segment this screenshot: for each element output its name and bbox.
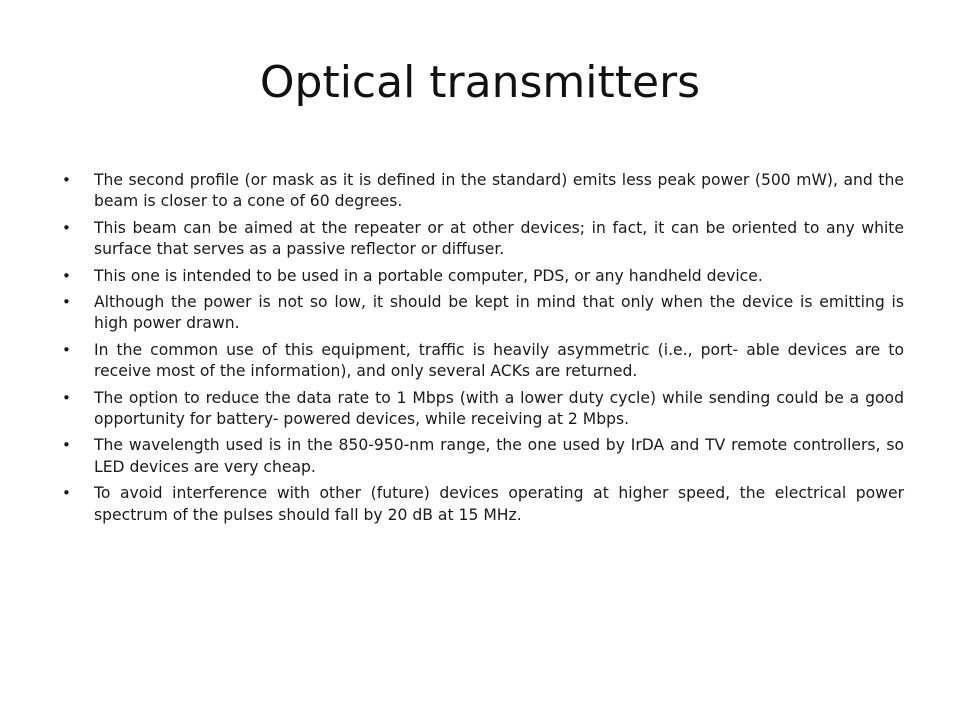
bullet-item xyxy=(62,388,904,431)
bullet-item xyxy=(62,292,904,335)
bullet-item xyxy=(62,266,904,287)
bullet-icon: • xyxy=(62,340,71,359)
bullet-icon: • xyxy=(62,266,71,285)
bullet-text: Although the power is not so low, it should be kept in mind that only when the device is emitting is high power drawn. xyxy=(94,293,904,333)
bullet-item xyxy=(62,435,904,478)
bullet-list xyxy=(62,170,904,531)
bullet-icon: • xyxy=(62,293,71,312)
bullet-icon: • xyxy=(62,484,71,503)
bullet-text: This beam can be aimed at the repeater or at other devices; in fact, it can be oriented to any white surface that serves as a passive reflector or diffuser. xyxy=(94,218,904,259)
bullet-item xyxy=(62,483,904,526)
bullet-icon: • xyxy=(62,436,71,455)
slide-title: Optical transmitters xyxy=(259,57,701,108)
bullet-icon: • xyxy=(62,218,71,237)
bullet-icon: • xyxy=(62,388,71,407)
bullet-icon: • xyxy=(62,171,71,189)
bullet-item xyxy=(62,170,904,213)
bullet-text: In the common use of this equipment, traffic is heavily asymmetric (i.e., port- able devices are to receive most of the information), and only several ACKs are returned. xyxy=(94,340,904,381)
bullet-text: To avoid interference with other (future) devices operating at higher speed, the electrical power spectrum of the pulses should fall by 20 dB at 15 MHz. xyxy=(94,484,904,524)
bullet-text: The option to reduce the data rate to 1 Mbps (with a lower duty cycle) while sending could be a good opportunity for battery- powered devices, while receiving at 2 Mbps. xyxy=(94,388,904,429)
bullet-text: The wavelength used is in the 850-950-nm range, the one used by IrDA and TV remote controllers, so LED devices are very cheap. xyxy=(94,436,904,476)
bullet-item xyxy=(62,340,904,383)
bullet-item xyxy=(62,218,904,261)
bullet-text: The second profile (or mask as it is defined in the standard) emits less peak power (500 mW), and the beam is closer to a cone of 60 degrees. xyxy=(94,171,904,211)
bullet-text: This one is intended to be used in a portable computer, PDS, or any handheld device. xyxy=(94,266,763,285)
